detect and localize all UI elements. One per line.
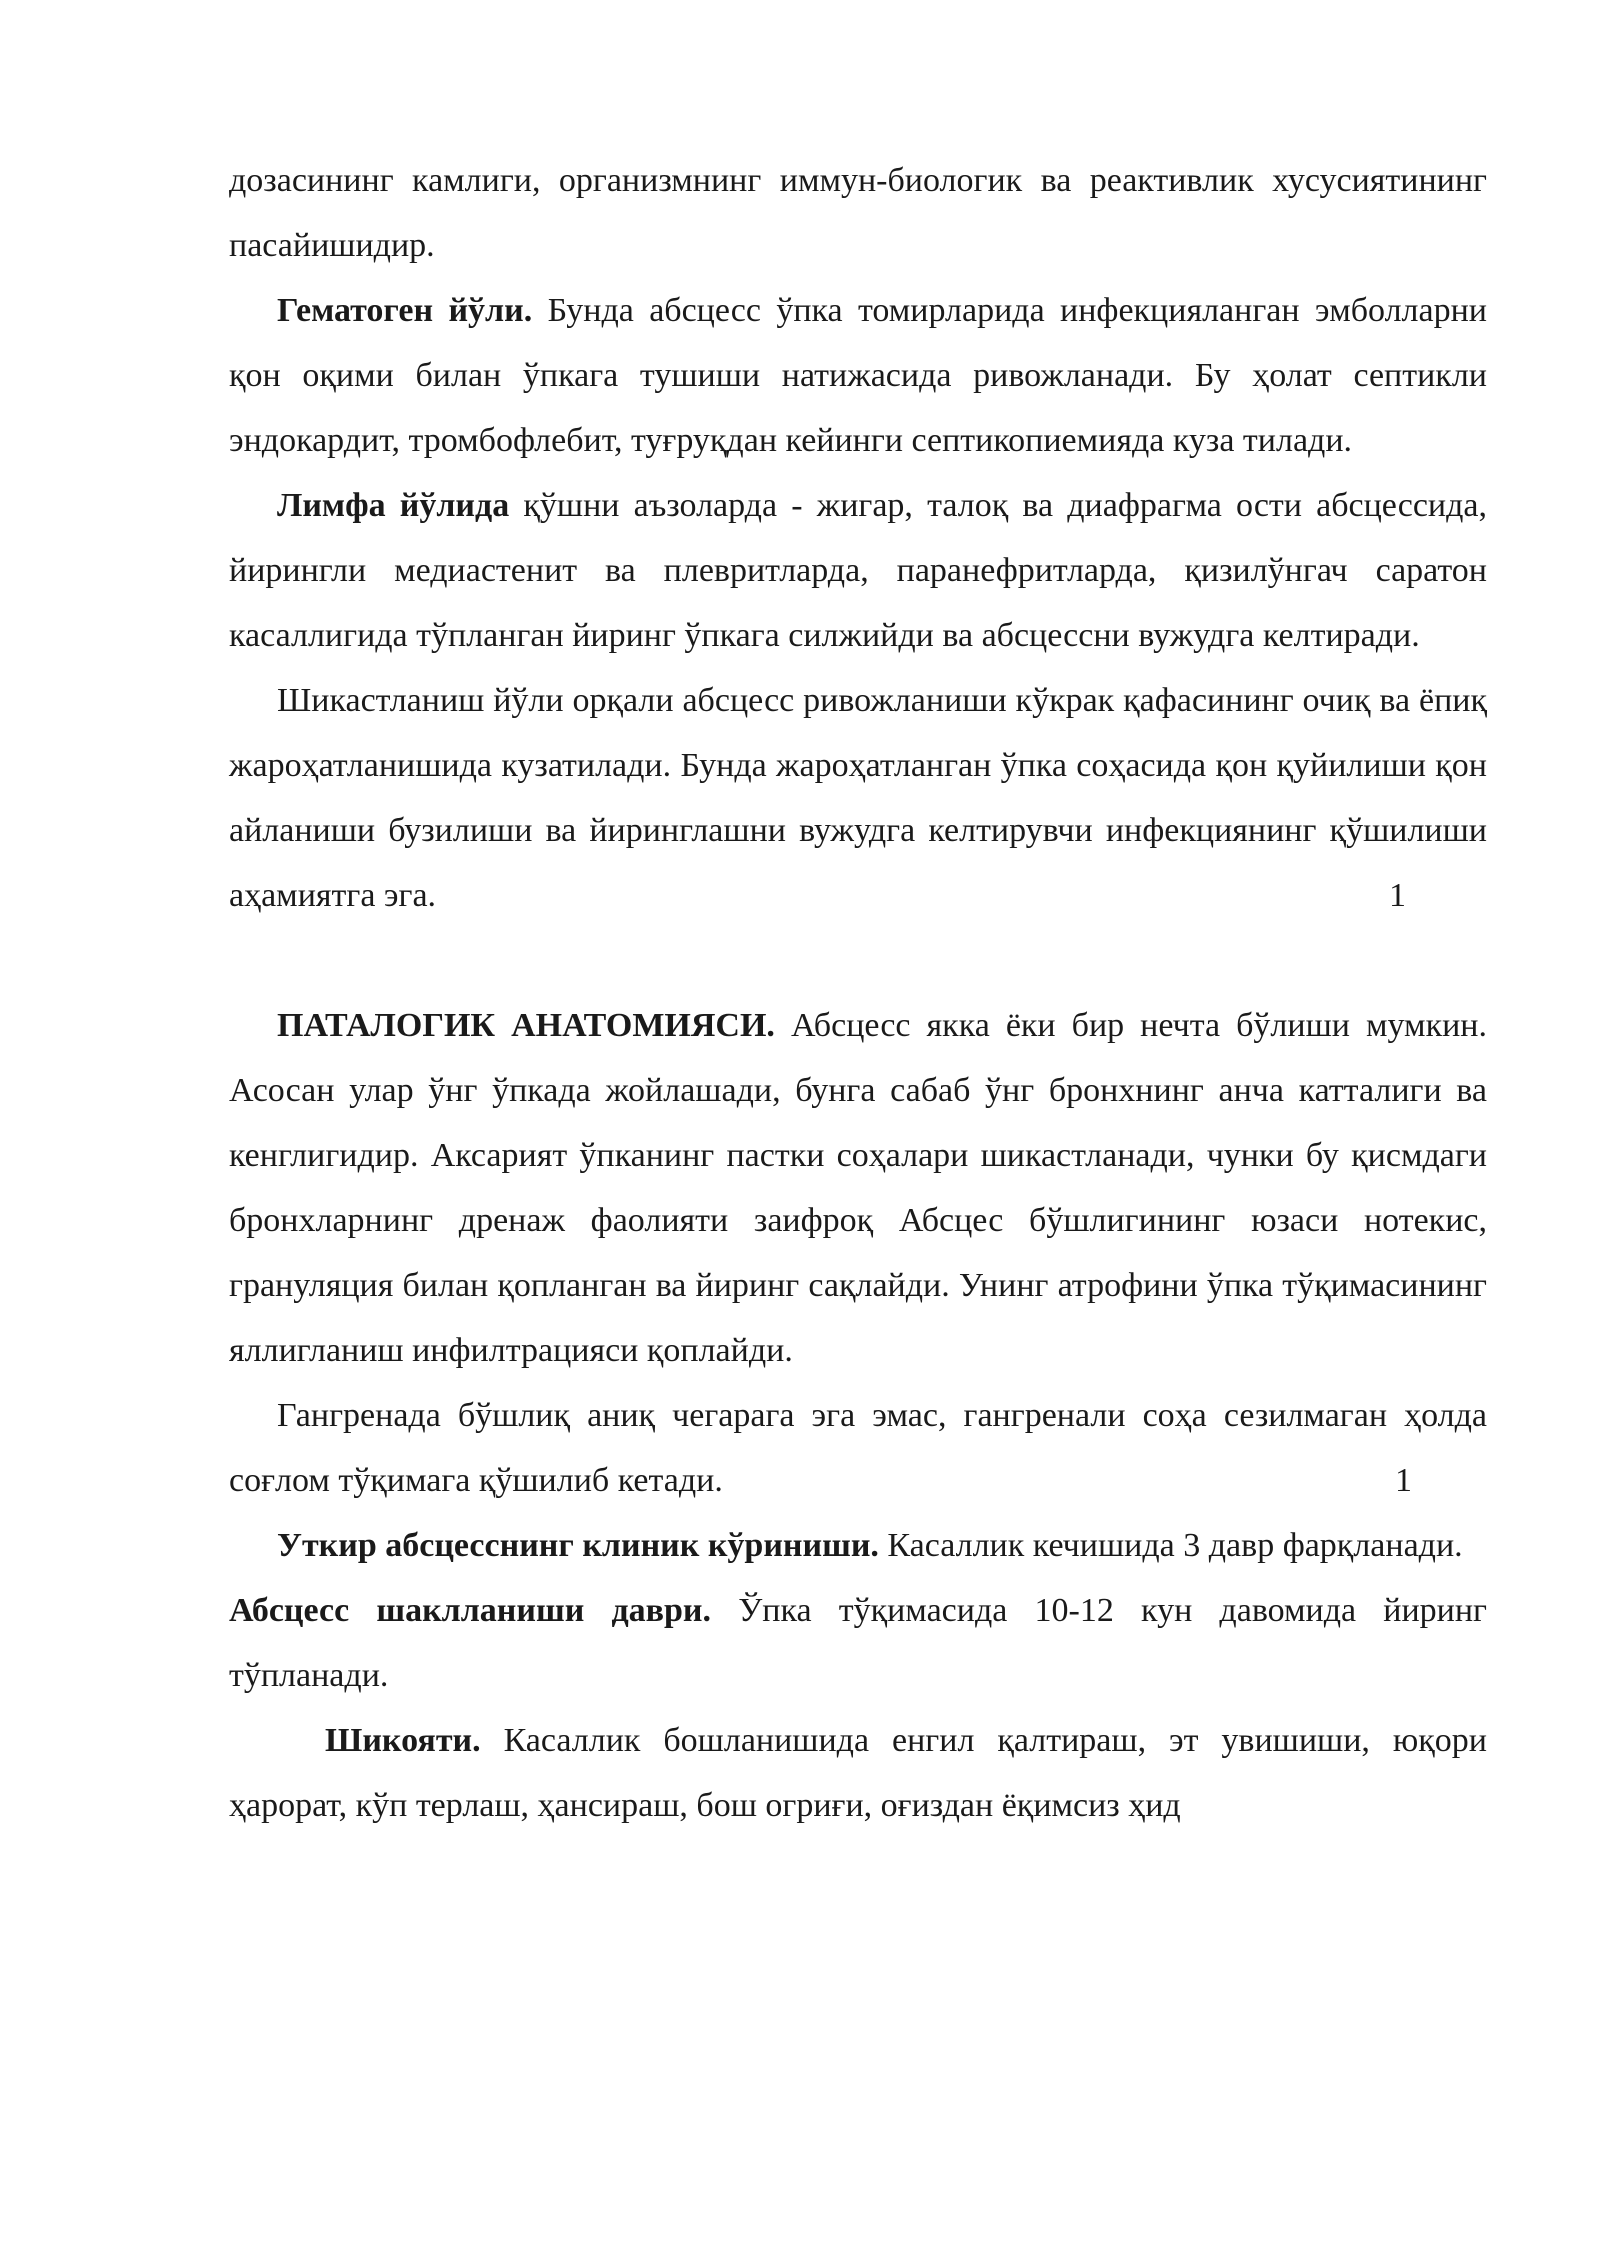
paragraph-clinical [229, 1513, 1487, 1578]
document-page [229, 148, 1487, 1838]
heading-pathology: ПАТАЛОГИК АНАТОМИЯСИ. [277, 1007, 775, 1044]
paragraph-complaints-text: Касаллик бошланишида енгил қалтираш, эт увишиши, юқори ҳарорат, кўп терлаш, ҳансираш, бош огриғи, оғиздан ёқимсиз ҳид [229, 1722, 1487, 1824]
paragraph-lymphatic [229, 473, 1487, 668]
paragraph-hematogenous-text: Бунда абсцесс ўпка томирларида инфекцияланган эмболларни қон оқими билан ўпкага тушиши натижасида ривожланади. Бу ҳолат септикли эндокардит, тромбофлебит, туғруқдан кейинги септикопиемияда куза тилади. [229, 292, 1487, 459]
paragraph-trauma-text: Шикастланиш йўли орқали абсцесс ривожланиши кўкрак қафасининг очиқ ва ёпиқ жароҳатланишида кузатилади. Бунда жароҳатланган ўпка соҳасида қон қуйилиши қон айланиши бузилиши ва йиринглашни вужудга келтирувчи инфекциянинг қўшилиши аҳамиятга эга. [229, 682, 1487, 914]
paragraph-complaints [229, 1708, 1487, 1838]
paragraph-clinical-text: Касаллик кечишида 3 давр фарқланади. [878, 1527, 1463, 1564]
paragraph-immunity-text: дозасининг камлиги, организмнинг иммун-биологик ва реактивлик хусусиятининг пасайишидир. [229, 162, 1487, 264]
footnote-mark: 1 [1395, 1462, 1412, 1499]
spacer [229, 928, 1487, 993]
heading-hematogenous: Гематоген йўли. [277, 292, 533, 329]
paragraph-immunity [229, 148, 1487, 278]
heading-lymphatic: Лимфа йўлида [277, 487, 510, 524]
footnote-mark: 1 [1389, 877, 1406, 914]
heading-formation: Абсцесс шаклланиши даври. [229, 1592, 712, 1629]
paragraph-formation-text: Ўпка тўқимасида 10-12 кун давомида йиринг тўпланади. [229, 1592, 1487, 1694]
paragraph-formation [229, 1578, 1487, 1708]
paragraph-gangrene [229, 1383, 1487, 1513]
paragraph-pathology-text: Абсцесс якка ёки бир нечта бўлиши мумкин. Асосан улар ўнг ўпкада жойлашади, бунга сабаб ўнг бронхнинг анча катталиги ва кенглигидир. Аксарият ўпканинг пастки соҳалари шикастланади, чунки бу қисмдаги бронхларнинг дренаж фаолияти заифроқ Абсцес бўшлигининг юзаси нотекис, грануляция билан қопланган ва йиринг сақлайди. Унинг атрофини ўпка тўқимасининг яллигланиш инфилтрацияси қоплайди. [229, 1007, 1487, 1369]
paragraph-pathology [229, 993, 1487, 1383]
paragraph-trauma [229, 668, 1487, 928]
heading-clinical: Уткир абсцесснинг клиник кўриниши. [277, 1527, 879, 1564]
paragraph-lymphatic-text: қўшни аъзоларда - жигар, талоқ ва диафрагма ости абсцессида, йирингли медиастенит ва плевритларда, паранефритларда, қизилўнгач саратон касаллигида тўпланган йиринг ўпкага силжийди ва абсцессни вужудга келтиради. [229, 487, 1487, 654]
heading-complaints: Шикояти. [325, 1722, 481, 1759]
paragraph-hematogenous [229, 278, 1487, 473]
paragraph-gangrene-text: Гангренада бўшлиқ аниқ чегарага эга эмас, гангренали соҳа сезилмаган ҳолда соғлом тўқимага қўшилиб кетади. [229, 1397, 1487, 1499]
